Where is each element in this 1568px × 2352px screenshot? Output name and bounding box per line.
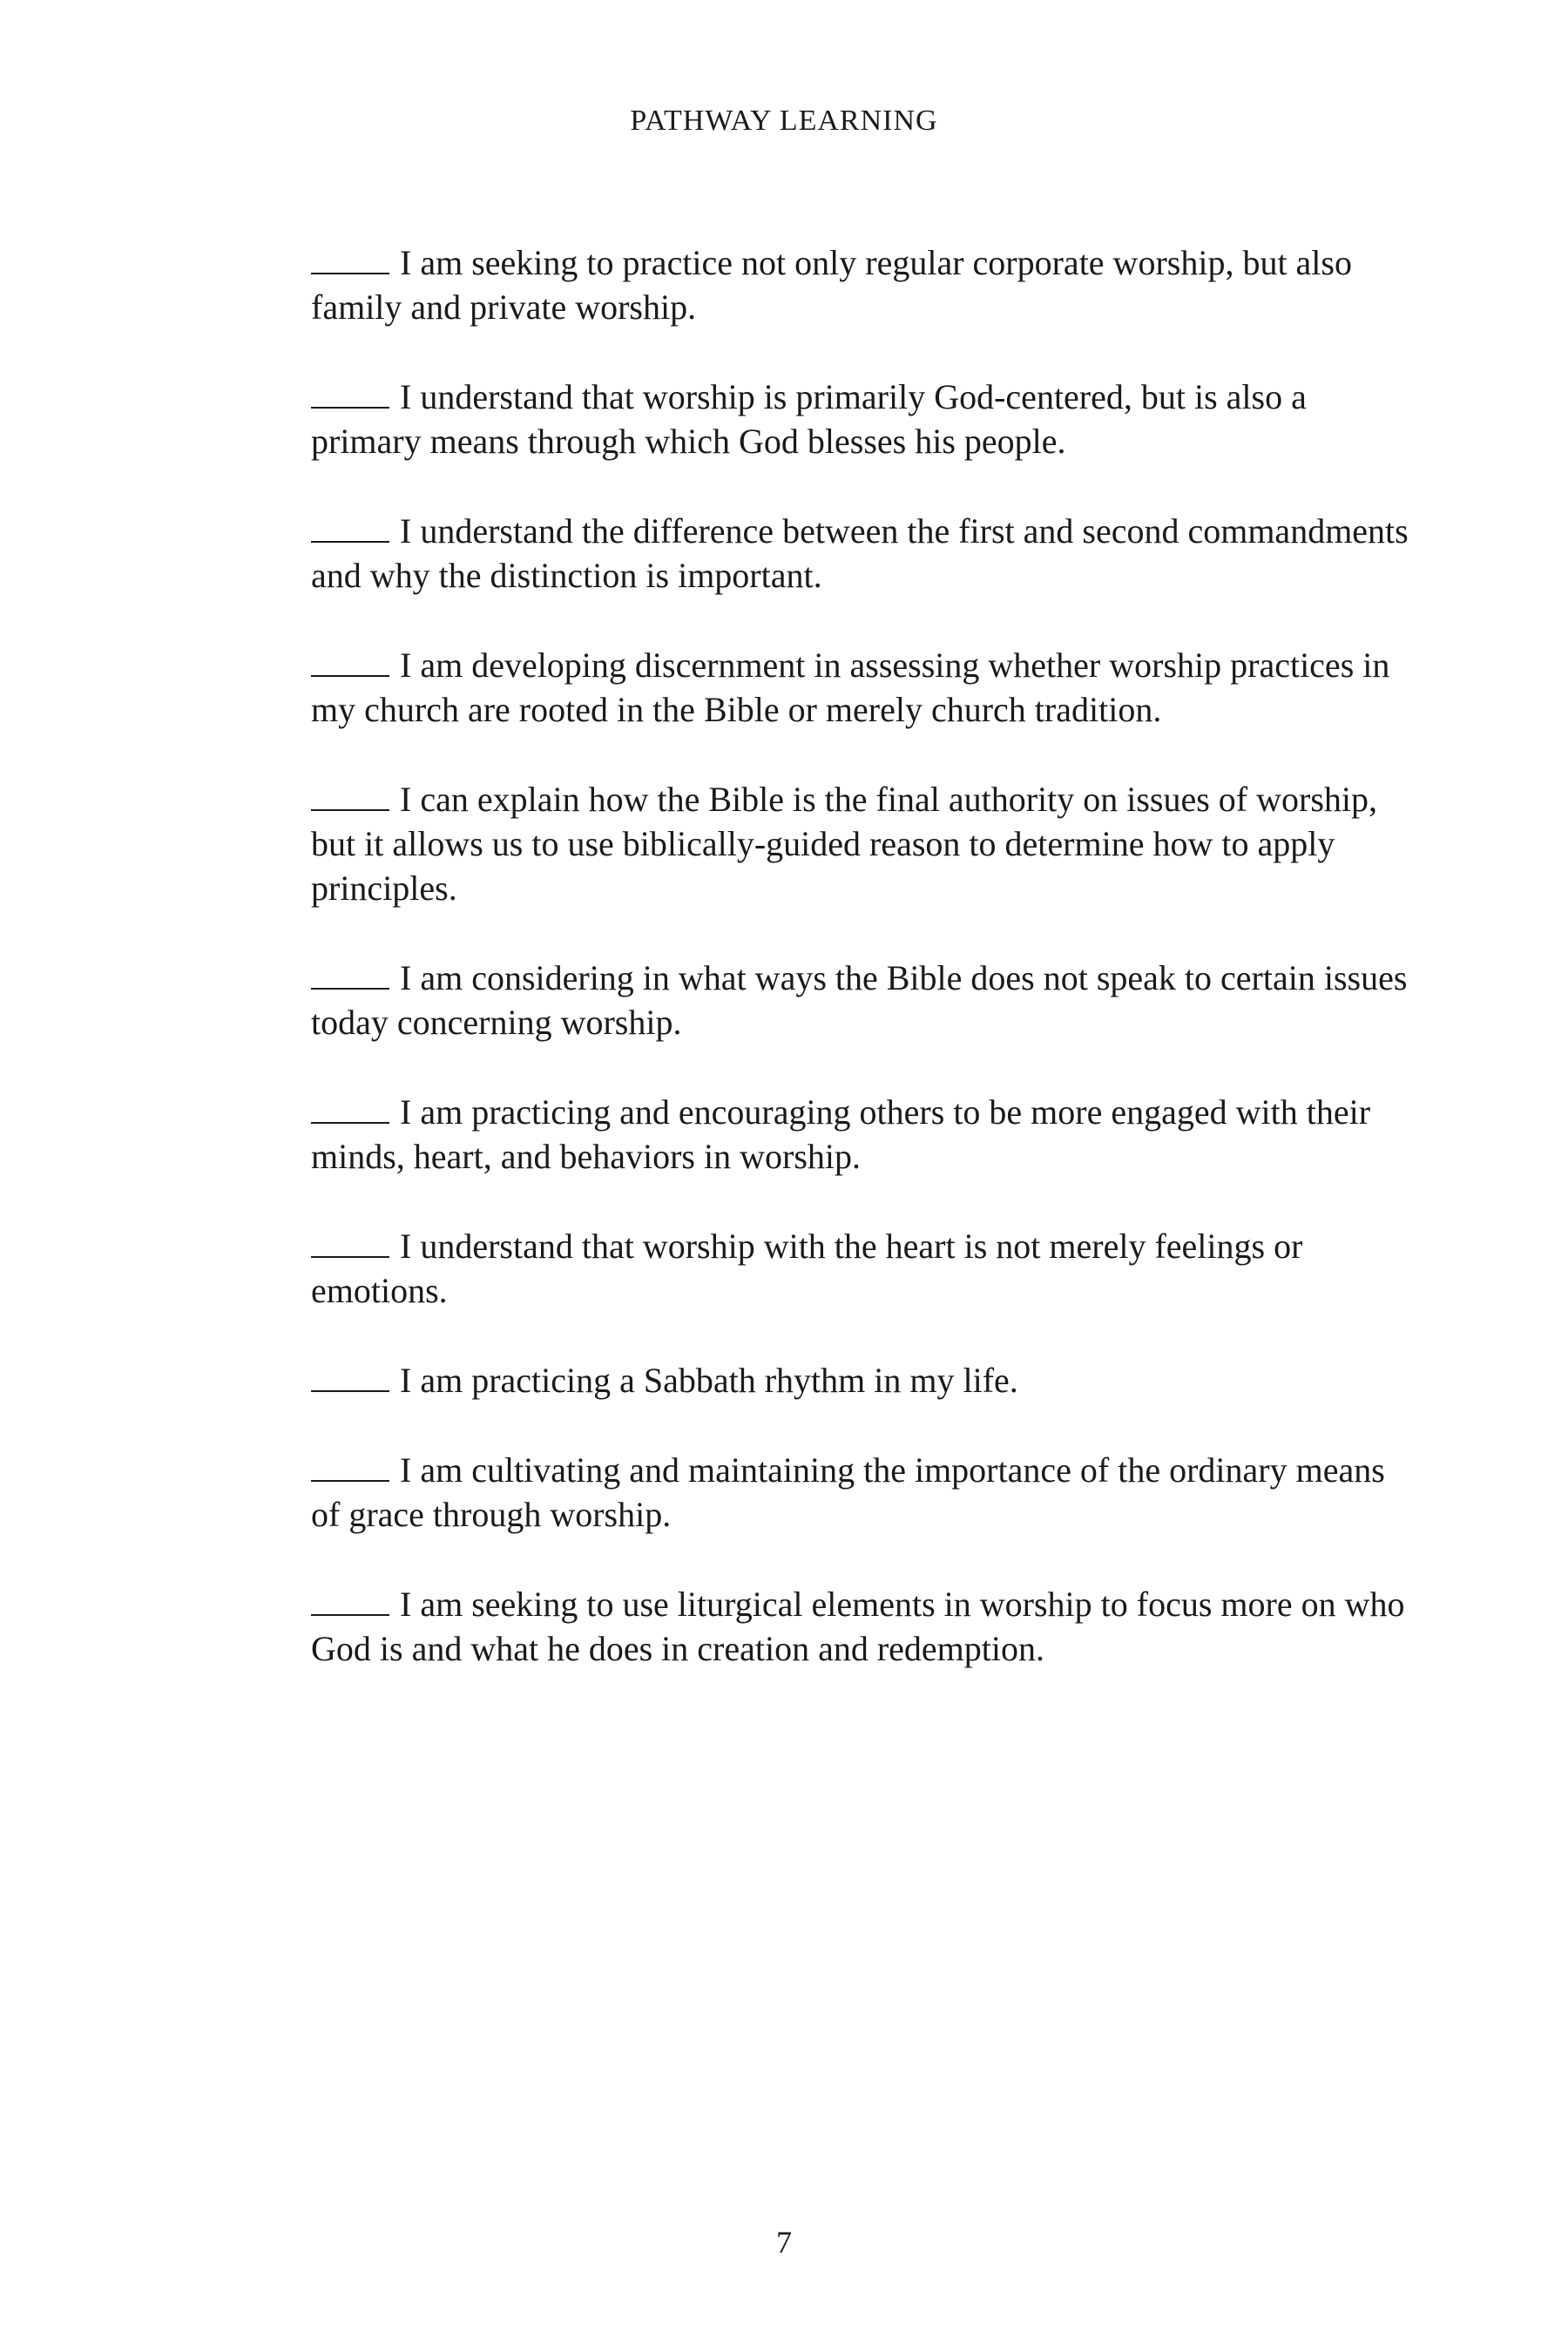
checklist-item — [311, 777, 1409, 910]
checklist-item — [311, 643, 1409, 732]
check-blank[interactable] — [311, 1583, 389, 1616]
worship-checklist — [311, 240, 1409, 1716]
page-number: 7 — [776, 2225, 792, 2260]
checklist-item — [311, 1224, 1409, 1313]
check-blank[interactable] — [311, 1091, 389, 1124]
checklist-item — [311, 240, 1409, 329]
checklist-item-text: I am practicing and encouraging others to be more engaged with their minds, heart, and behaviors in worship. — [311, 1092, 1371, 1176]
checklist-item-text: I understand that worship with the heart is not merely feelings or emotions. — [311, 1227, 1303, 1310]
checklist-item — [311, 956, 1409, 1044]
check-blank[interactable] — [311, 1359, 389, 1392]
check-blank[interactable] — [311, 510, 389, 543]
checklist-item — [311, 375, 1409, 463]
check-blank[interactable] — [311, 241, 389, 274]
checklist-item-text: I am cultivating and maintaining the importance of the ordinary means of grace through worship. — [311, 1450, 1385, 1534]
checklist-item-text: I am developing discernment in assessing whether worship practices in my church are rooted in the Bible or merely church tradition. — [311, 645, 1390, 729]
check-blank[interactable] — [311, 375, 389, 409]
check-blank[interactable] — [311, 778, 389, 811]
checklist-item-text: I am considering in what ways the Bible does not speak to certain issues today concerning worship. — [311, 958, 1408, 1042]
check-blank[interactable] — [311, 1449, 389, 1482]
checklist-item — [311, 1358, 1409, 1402]
checklist-item — [311, 1448, 1409, 1537]
checklist-item-text: I understand the difference between the first and second commandments and why the distinction is important. — [311, 511, 1409, 595]
running-header: PATHWAY LEARNING — [630, 105, 938, 137]
checklist-item-text: I am practicing a Sabbath rhythm in my life. — [400, 1361, 1018, 1400]
checklist-item — [311, 509, 1409, 598]
check-blank[interactable] — [311, 1225, 389, 1258]
checklist-item-text: I can explain how the Bible is the final authority on issues of worship, but it allows us to use biblically-guided reason to determine how to apply principles. — [311, 780, 1378, 908]
check-blank[interactable] — [311, 956, 389, 990]
checklist-item — [311, 1582, 1409, 1671]
checklist-item-text: I understand that worship is primarily God-centered, but is also a primary means through which God blesses his people. — [311, 377, 1307, 461]
checklist-item-text: I am seeking to use liturgical elements in worship to focus more on who God is and what he does in creation and redemption. — [311, 1585, 1405, 1668]
check-blank[interactable] — [311, 644, 389, 677]
checklist-item — [311, 1090, 1409, 1179]
checklist-item-text: I am seeking to practice not only regular corporate worship, but also family and private worship. — [311, 243, 1352, 327]
